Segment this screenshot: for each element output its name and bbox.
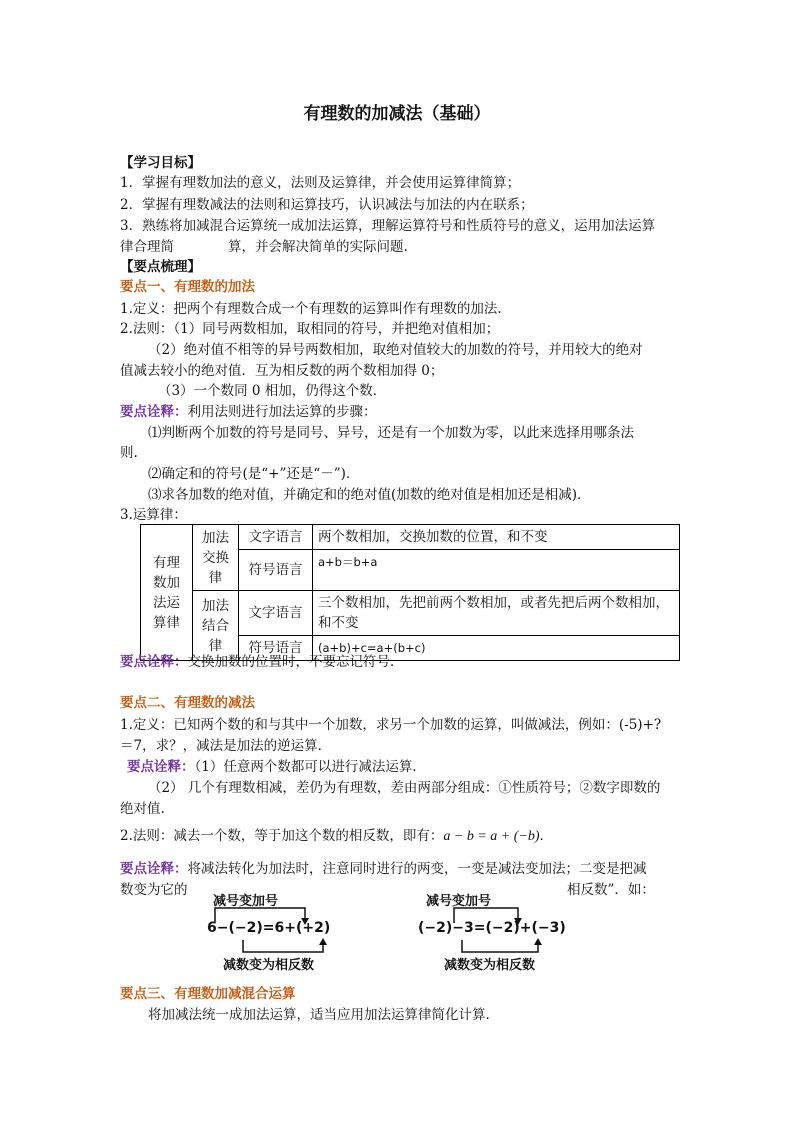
- page-title: 有理数的加减法（基础）: [303, 104, 491, 124]
- example-1-equation: 6−(−2)=6+(+2): [207, 920, 331, 936]
- subtraction-note-3-end: 相反数”．如：: [567, 882, 655, 898]
- goal-item-2: 2．掌握有理数减法的法则和运算技巧，认识减法与加法的内在联系；: [120, 197, 534, 213]
- addition-definition: 1.定义：把两个有理数合成一个有理数的运算叫作有理数的加法.: [120, 301, 502, 317]
- associative-symbol: (a+b)+c=a+(b+c): [313, 636, 680, 661]
- commutative-symbol: a+b＝b+a: [313, 550, 680, 591]
- goals-header: 【学习目标】: [120, 155, 201, 171]
- goal-item-3: 3．熟练将加减混合运算统一成加法运算，理解运算符号和性质符号的意义，运用加法运算: [120, 218, 656, 234]
- example-diagram-1: [205, 890, 355, 975]
- rule-formula: a − b = a + (−b): [443, 829, 540, 844]
- mixed-operation-text: 将加减法统一成加法运算，适当应用加法运算律简化计算.: [148, 1007, 490, 1023]
- example-1-bottom-label: 减数变为相反数: [223, 958, 315, 973]
- note-label: 要点诠释：: [120, 404, 188, 420]
- step-1: ⑴判断两个加数的符号是同号、异号，还是有一个加数为零，以此来选择用哪条法: [148, 425, 634, 441]
- addition-laws-table: [140, 524, 680, 661]
- step-3: ⑶求各加数的绝对值，并确定和的绝对值(加数的绝对值是相加还是相减)．: [148, 487, 591, 503]
- note-text: （1）任意两个数都可以进行减法运算．: [194, 759, 426, 775]
- example-2-top-label: 减号变加号: [426, 894, 492, 909]
- note-text: 将减法转化为加法时，注意同时进行的两变，一变是减法变加法；二变是把减: [187, 861, 647, 877]
- addition-rule-2: （2）绝对值不相等的异号两数相加，取绝对值较大的加数的符号，并用较大的绝对: [148, 342, 643, 358]
- subtraction-definition: 1.定义：已知两个数的和与其中一个加数，求另一个加数的运算，叫做减法，例如：(-5)+?: [120, 717, 662, 733]
- subtraction-note-2-cont: 绝对值.: [120, 801, 165, 817]
- note-sign-reminder: [120, 652, 404, 672]
- symbol-language-label: 符号语言: [239, 550, 313, 591]
- section-1-heading: 要点一、有理数的加法: [120, 279, 255, 295]
- note-text: 交换加数的位置时，不要忘记符号．: [187, 654, 404, 670]
- note-label: 要点诠释：: [120, 861, 188, 877]
- subtraction-note-3-cont: 数变为它的: [120, 882, 188, 898]
- word-language-label: 文字语言: [239, 525, 313, 550]
- subtraction-definition-cont: ＝7，求？，减法是加法的逆运算．: [120, 738, 332, 754]
- note-label: 要点诠释：: [127, 759, 195, 775]
- subtraction-rule: 2.法则：减去一个数，等于加这个数的相反数，即有：a − b = a + (−b)．: [120, 828, 554, 844]
- addition-rule-1: 2.法则：（1）同号两数相加，取相同的符号，并把绝对值相加；: [120, 321, 500, 337]
- goal-item-1: 1．掌握有理数加法的意义，法则及运算律，并会使用运算律简算；: [120, 175, 521, 191]
- associative-law-label: 加法 结合 律: [193, 591, 239, 661]
- note-label: 要点诠释：: [120, 654, 188, 670]
- summary-header: 【要点梳理】: [120, 259, 201, 275]
- example-2-equation: (−2)−3=(−2)+(−3): [418, 920, 566, 936]
- laws-label: 3.运算律：: [120, 507, 187, 523]
- example-diagram-2: [418, 890, 588, 975]
- goal-item-3-cont: 律合理简 算，并会解决简单的实际问题.: [120, 239, 408, 255]
- example-1-top-label: 减号变加号: [213, 894, 279, 909]
- subtraction-note-3: [120, 859, 647, 879]
- step-1-cont: 则.: [120, 445, 138, 461]
- step-2: ⑵确定和的符号(是“+”还是“－”)．: [148, 466, 360, 482]
- subtraction-note-1: [127, 757, 426, 777]
- example-2-bottom-label: 减数变为相反数: [444, 958, 536, 973]
- section-2-heading: 要点二、有理数的减法: [120, 695, 255, 711]
- section-3-heading: 要点三、有理数加减混合运算: [120, 986, 296, 1002]
- rule-text: 2.法则：减去一个数，等于加这个数的相反数，即有：: [120, 828, 444, 844]
- addition-rule-2-cont: 值减去较小的绝对值．互为相反数的两个数相加得 0；: [120, 363, 444, 379]
- commutative-word: 两个数相加，交换加数的位置，和不变: [313, 525, 680, 550]
- note-addition-steps: [120, 402, 377, 422]
- table-main-label: 有理 数加 法运 算律: [141, 525, 193, 661]
- commutative-law-label: 加法 交换 律: [193, 525, 239, 591]
- symbol-language-label: 符号语言: [239, 636, 313, 661]
- subtraction-note-2: （2） 几个有理数相减，差仍为有理数，差由两部分组成：①性质符号；②数字即数的: [148, 780, 661, 796]
- associative-word: 三个数相加，先把前两个数相加，或者先把后两个数相加， 和不变: [313, 591, 680, 636]
- word-language-label: 文字语言: [239, 591, 313, 636]
- note-text: 利用法则进行加法运算的步骤：: [187, 404, 377, 420]
- addition-rule-3: （3）一个数同 0 相加，仍得这个数．: [158, 383, 387, 399]
